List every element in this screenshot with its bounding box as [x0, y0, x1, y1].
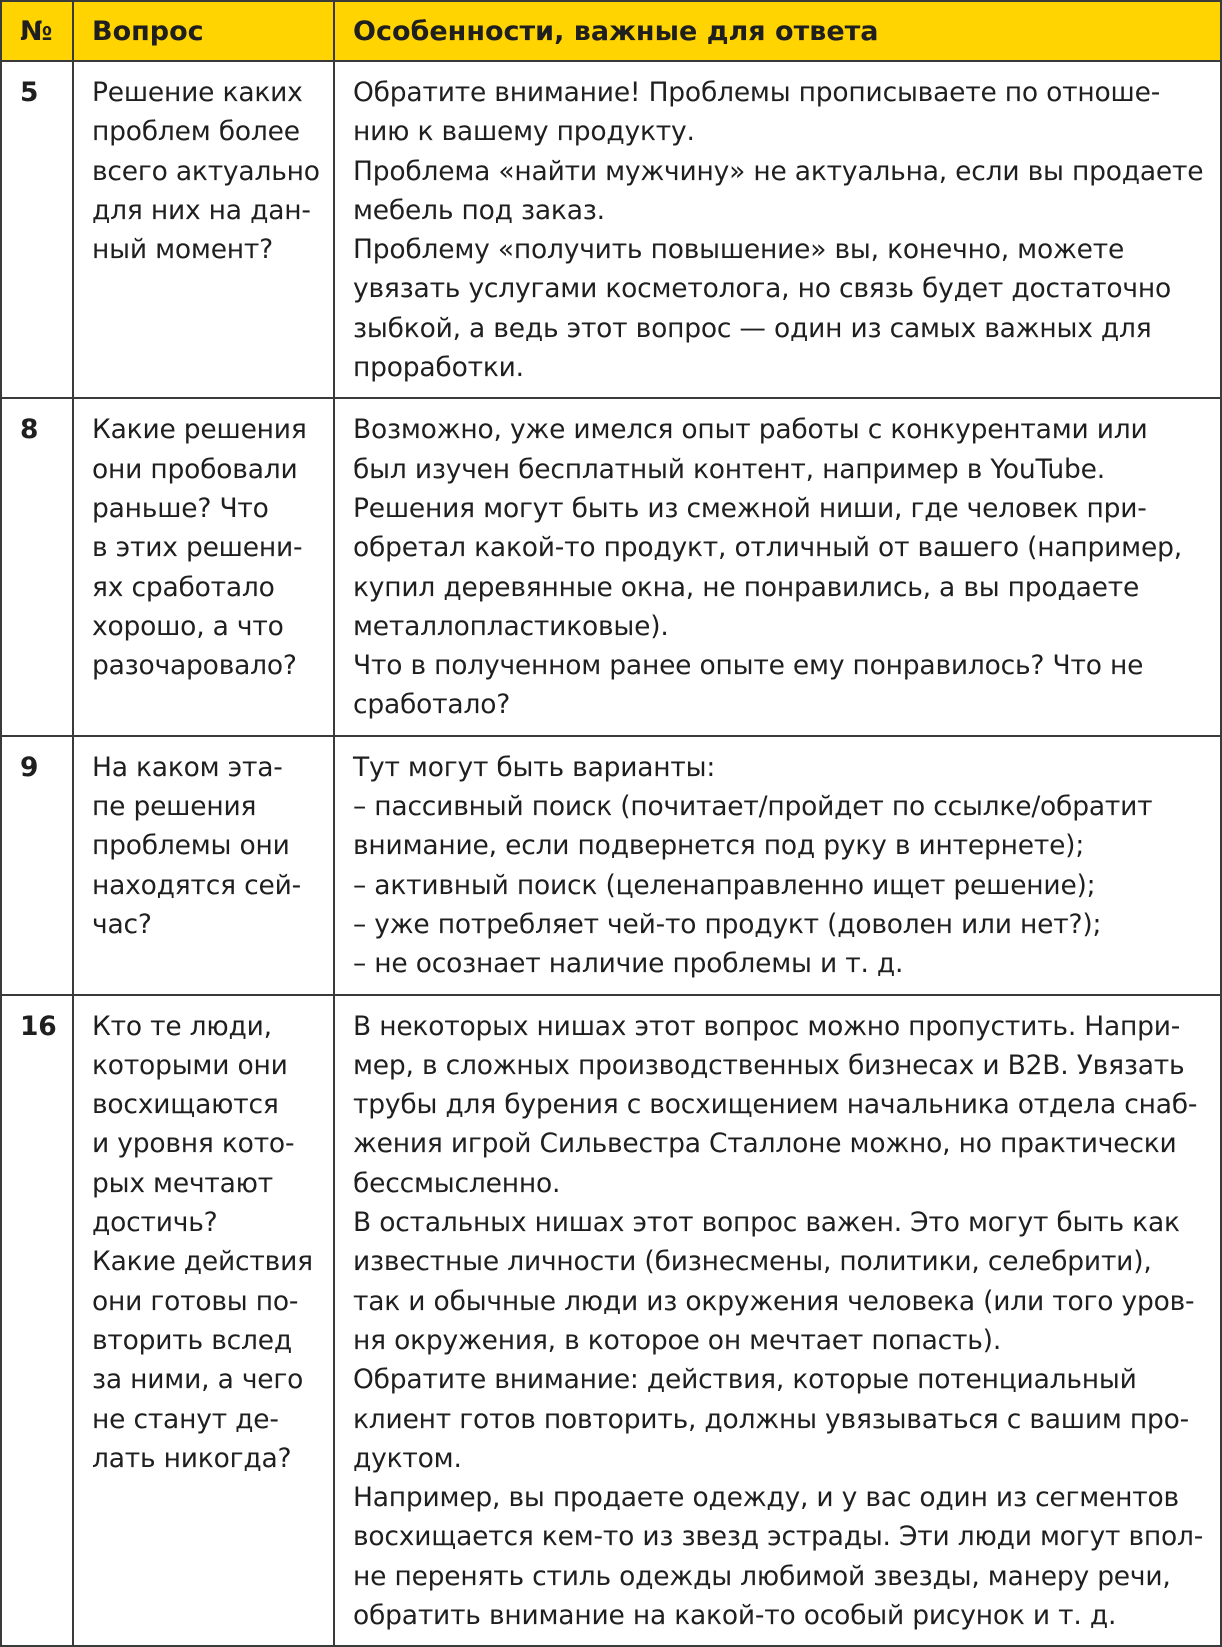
text-line: – пассивный поиск (почитает/пройдет по ссылке/обратит	[353, 791, 1153, 823]
text-line: ях сработало	[92, 571, 275, 603]
text-line: для них на дан-	[92, 194, 311, 226]
header-answer: Особенности, важные для ответа	[334, 1, 1221, 61]
text-line: хорошо, а что	[92, 610, 284, 642]
text-line: мер, в сложных производственных бизнесах и B2B. Увязать	[353, 1049, 1185, 1081]
text-line: восхищаются	[92, 1089, 279, 1121]
text-line: рых мечтают	[92, 1167, 274, 1199]
text-line: лать никогда?	[92, 1442, 292, 1474]
text-line: проблемы они	[92, 830, 290, 862]
table-row	[1, 995, 1221, 1647]
text-line: На каком эта-	[92, 751, 283, 783]
row-number: 5	[1, 61, 73, 398]
text-line: клиент готов повторить, должны увязываться с вашим про-	[353, 1403, 1190, 1435]
row-answer	[334, 398, 1221, 735]
text-line: – активный поиск (целенаправленно ищет решение);	[353, 869, 1096, 901]
text-line: они пробовали	[92, 453, 298, 485]
text-line: увязать услугами косметолога, но связь будет достаточно	[353, 273, 1171, 305]
text-line: обратить внимание на какой-то особый рисунок и т. д.	[353, 1599, 1117, 1631]
text-line: ня окружения, в которое он мечтает попасть).	[353, 1324, 1002, 1356]
text-line: – уже потребляет чей-то продукт (доволен или нет?);	[353, 908, 1102, 940]
header-row	[1, 1, 1221, 61]
text-line: всего актуально	[92, 155, 320, 187]
text-line: Проблему «получить повышение» вы, конечно, можете	[353, 234, 1125, 266]
row-question	[73, 61, 334, 398]
text-line: они готовы по-	[92, 1285, 299, 1317]
text-line: достичь?	[92, 1207, 218, 1239]
text-line: не станут де-	[92, 1403, 279, 1435]
text-line: Обратите внимание: действия, которые потенциальный	[353, 1364, 1137, 1396]
row-question	[73, 398, 334, 735]
text-line: был изучен бесплатный контент, например в YouTube.	[353, 453, 1105, 485]
text-line: известные личности (бизнесмены, политики, селебрити),	[353, 1246, 1152, 1278]
text-line: дуктом.	[353, 1442, 462, 1474]
text-line: нию к вашему продукту.	[353, 116, 695, 148]
text-line: трубы для бурения с восхищением начальника отдела снаб-	[353, 1089, 1198, 1121]
row-answer	[334, 61, 1221, 398]
text-line: В некоторых нишах этот вопрос можно пропустить. Напри-	[353, 1010, 1181, 1042]
text-line: вторить вслед	[92, 1324, 292, 1356]
table-header	[1, 1, 1221, 61]
text-line: проблем более	[92, 116, 300, 148]
text-line: не перенять стиль одежды любимой звезды, манеру речи,	[353, 1560, 1171, 1592]
text-line: находятся сей-	[92, 869, 301, 901]
text-line: Решение каких	[92, 77, 303, 108]
row-number: 8	[1, 398, 73, 735]
text-line: Тут могут быть варианты:	[353, 751, 716, 783]
text-line: час?	[92, 908, 152, 940]
text-line: сработало?	[353, 689, 511, 721]
text-line: Какие решения	[92, 414, 307, 446]
text-line: Какие действия	[92, 1246, 313, 1278]
text-line: и уровня кото-	[92, 1128, 295, 1160]
text-line: зыбкой, а ведь этот вопрос — один из самых важных для	[353, 312, 1152, 344]
text-line: обретал какой-то продукт, отличный от вашего (например,	[353, 532, 1182, 564]
text-line: так и обычные люди из окружения человека (или того уров-	[353, 1285, 1195, 1317]
header-number: №	[1, 1, 73, 61]
table-row	[1, 736, 1221, 995]
text-line: металлопластиковые).	[353, 610, 669, 642]
text-line: Обратите внимание! Проблемы прописываете по отноше-	[353, 77, 1161, 108]
text-line: раньше? Что	[92, 492, 269, 524]
text-line: Возможно, уже имелся опыт работы с конкурентами или	[353, 414, 1148, 446]
row-question	[73, 995, 334, 1647]
table-body	[1, 61, 1221, 1646]
row-question	[73, 736, 334, 995]
table-row	[1, 61, 1221, 398]
text-line: ный момент?	[92, 234, 274, 266]
row-answer	[334, 995, 1221, 1647]
text-line: В остальных нишах этот вопрос важен. Это могут быть как	[353, 1207, 1180, 1239]
table-row	[1, 398, 1221, 735]
text-line: купил деревянные окна, не понравились, а вы продаете	[353, 571, 1140, 603]
text-line: Кто те люди,	[92, 1010, 272, 1042]
text-line: бессмысленно.	[353, 1167, 561, 1199]
text-line: – не осознает наличие проблемы и т. д.	[353, 948, 904, 980]
row-number: 9	[1, 736, 73, 995]
text-line: которыми они	[92, 1049, 288, 1081]
text-line: восхищается кем-то из звезд эстрады. Эти люди могут впол-	[353, 1521, 1204, 1553]
text-line: мебель под заказ.	[353, 194, 605, 226]
text-line: в этих решени-	[92, 532, 303, 564]
text-line: пе решения	[92, 791, 257, 823]
text-line: за ними, а чего	[92, 1364, 304, 1396]
text-line: проработки.	[353, 352, 524, 384]
text-line: внимание, если подвернется под руку в интернете);	[353, 830, 1085, 862]
text-line: Например, вы продаете одежду, и у вас один из сегментов	[353, 1482, 1179, 1514]
text-line: Проблема «найти мужчину» не актуальна, если вы продаете	[353, 155, 1204, 187]
row-number: 16	[1, 995, 73, 1647]
text-line: разочаровало?	[92, 650, 297, 682]
text-line: Что в полученном ранее опыте ему понравилось? Что не	[353, 650, 1144, 682]
header-question: Вопрос	[73, 1, 334, 61]
text-line: Решения могут быть из смежной ниши, где человек при-	[353, 492, 1147, 524]
row-answer	[334, 736, 1221, 995]
text-line: жения игрой Сильвестра Сталлоне можно, но практически	[353, 1128, 1177, 1160]
